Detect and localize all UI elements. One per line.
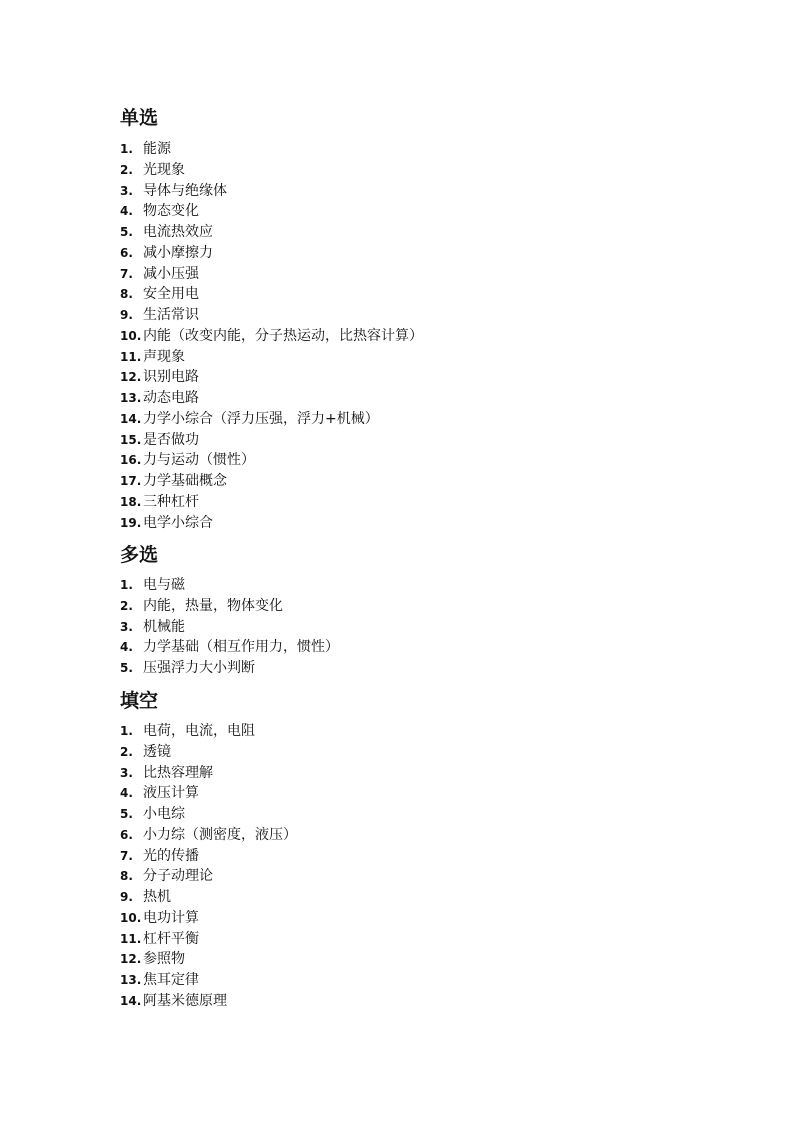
- list-item-number: 10.: [120, 910, 142, 925]
- list-item: [120, 284, 680, 305]
- list-item-number: 4.: [120, 786, 133, 801]
- list-item-text: 安全用电: [143, 286, 199, 303]
- section-multiple-choice: [120, 544, 680, 679]
- list-item: [120, 201, 680, 222]
- list-item: [120, 222, 680, 243]
- list-item-text: 焦耳定律: [143, 972, 199, 989]
- section-title-fill-in-blank: 填空: [120, 690, 159, 712]
- list-item-text: 杠杆平衡: [143, 930, 199, 947]
- list-item: [120, 804, 680, 825]
- list-item-number: 5.: [120, 807, 133, 822]
- list-item-text: 电功计算: [143, 909, 199, 926]
- list-item: [120, 887, 680, 908]
- list-item-number: 1.: [120, 578, 133, 592]
- list-item: [120, 970, 680, 991]
- list-item-number: 1.: [120, 142, 133, 156]
- list-item: [120, 575, 680, 596]
- list-item-text: 小电综: [143, 806, 185, 823]
- list-item: [120, 513, 680, 534]
- list-item-number: 14.: [120, 411, 142, 426]
- list-item-text: 声现象: [143, 348, 185, 365]
- section-title-single-choice: 单选: [120, 107, 159, 129]
- list-item-text: 透镜: [143, 743, 171, 760]
- list-item-number: 3.: [120, 765, 133, 780]
- list-item-number: 13.: [120, 391, 142, 406]
- list-item: [120, 160, 680, 181]
- list-item-text: 参照物: [143, 951, 185, 968]
- list-item-number: 5.: [120, 225, 133, 240]
- list-item-number: 1.: [120, 724, 133, 738]
- list-item-text: 比热容理解: [143, 764, 213, 781]
- list-item-number: 9.: [120, 308, 133, 323]
- list-item-text: 热机: [143, 889, 171, 906]
- list-item-number: 17.: [120, 474, 142, 489]
- list-item-number: 4.: [120, 204, 133, 219]
- list-item-number: 9.: [120, 890, 133, 905]
- list-item-text: 减小压强: [143, 265, 199, 282]
- list-item-number: 3.: [120, 183, 133, 198]
- list-item-text: 内能，热量，物体变化: [143, 597, 283, 614]
- list-item-text: 力学小综合（浮力压强，浮力+机械）: [143, 410, 379, 427]
- list-item-text: 电学小综合: [143, 514, 213, 531]
- list-item: [120, 721, 680, 742]
- multiple-choice-list: [120, 575, 680, 679]
- list-item-text: 物态变化: [143, 203, 199, 220]
- list-item-number: 4.: [120, 640, 133, 655]
- list-item-text: 识别电路: [143, 369, 199, 386]
- list-item: [120, 305, 680, 326]
- list-item-text: 力学基础概念: [143, 473, 227, 490]
- list-item: [120, 264, 680, 285]
- list-item: [120, 367, 680, 388]
- list-item: [120, 450, 680, 471]
- list-item-text: 电与磁: [143, 577, 185, 593]
- list-item-text: 电流热效应: [143, 224, 213, 241]
- list-item: [120, 763, 680, 784]
- list-item: [120, 471, 680, 492]
- list-item: [120, 846, 680, 867]
- list-item-text: 电荷，电流，电阻: [143, 723, 255, 739]
- list-item-text: 内能（改变内能，分子热运动，比热容计算）: [143, 327, 423, 344]
- list-item: [120, 783, 680, 804]
- list-item-text: 是否做功: [143, 431, 199, 448]
- list-item: [120, 492, 680, 513]
- list-item: [120, 929, 680, 950]
- list-item: [120, 430, 680, 451]
- list-item-text: 三种杠杆: [143, 494, 199, 511]
- list-item: [120, 181, 680, 202]
- list-item-text: 压强浮力大小判断: [143, 660, 255, 677]
- section-fill-in-blank: [120, 690, 680, 1012]
- list-item: [120, 637, 680, 658]
- list-item: [120, 617, 680, 638]
- list-item-number: 2.: [120, 162, 133, 177]
- list-item-text: 光现象: [143, 161, 185, 178]
- list-item-number: 16.: [120, 453, 142, 468]
- list-item: [120, 908, 680, 929]
- list-item: [120, 347, 680, 368]
- list-item-number: 3.: [120, 619, 133, 634]
- section-single-choice: [120, 107, 680, 534]
- list-item: [120, 658, 680, 679]
- list-item-text: 液压计算: [143, 785, 199, 802]
- list-item-number: 6.: [120, 245, 133, 260]
- list-item-number: 11.: [120, 349, 142, 364]
- list-item-number: 12.: [120, 952, 142, 967]
- fill-in-blank-list: [120, 721, 680, 1012]
- list-item-number: 7.: [120, 848, 133, 863]
- list-item-text: 能源: [143, 141, 171, 157]
- single-choice-list: [120, 139, 680, 534]
- list-item-number: 8.: [120, 869, 133, 884]
- list-item: [120, 409, 680, 430]
- list-item-text: 动态电路: [143, 390, 199, 407]
- list-item-text: 减小摩擦力: [143, 244, 213, 261]
- list-item-number: 6.: [120, 827, 133, 842]
- list-item: [120, 596, 680, 617]
- list-item-number: 13.: [120, 973, 142, 988]
- list-item-number: 19.: [120, 515, 142, 530]
- list-item-number: 10.: [120, 328, 142, 343]
- list-item-number: 5.: [120, 661, 133, 676]
- list-item-number: 14.: [120, 993, 142, 1008]
- list-item-text: 阿基米德原理: [143, 992, 227, 1009]
- list-item-number: 2.: [120, 598, 133, 613]
- list-item-number: 8.: [120, 287, 133, 302]
- list-item-text: 力学基础（相互作用力，惯性）: [143, 639, 339, 656]
- list-item: [120, 949, 680, 970]
- list-item-number: 12.: [120, 370, 142, 385]
- list-item-text: 光的传播: [143, 847, 199, 864]
- list-item-text: 小力综（测密度，液压）: [143, 826, 297, 843]
- list-item: [120, 388, 680, 409]
- list-item-text: 分子动理论: [143, 868, 213, 885]
- list-item: [120, 326, 680, 347]
- list-item-text: 生活常识: [143, 307, 199, 324]
- list-item-text: 导体与绝缘体: [143, 182, 227, 199]
- list-item: [120, 991, 680, 1012]
- list-item-number: 7.: [120, 266, 133, 281]
- list-item: [120, 139, 680, 160]
- list-item: [120, 742, 680, 763]
- list-item-number: 18.: [120, 495, 142, 510]
- list-item: [120, 825, 680, 846]
- list-item-text: 力与运动（惯性）: [143, 452, 255, 469]
- list-item-text: 机械能: [143, 618, 185, 635]
- list-item-number: 11.: [120, 931, 142, 946]
- section-title-multiple-choice: 多选: [120, 544, 159, 566]
- list-item: [120, 866, 680, 887]
- list-item: [120, 243, 680, 264]
- list-item-number: 2.: [120, 744, 133, 759]
- list-item-number: 15.: [120, 432, 142, 447]
